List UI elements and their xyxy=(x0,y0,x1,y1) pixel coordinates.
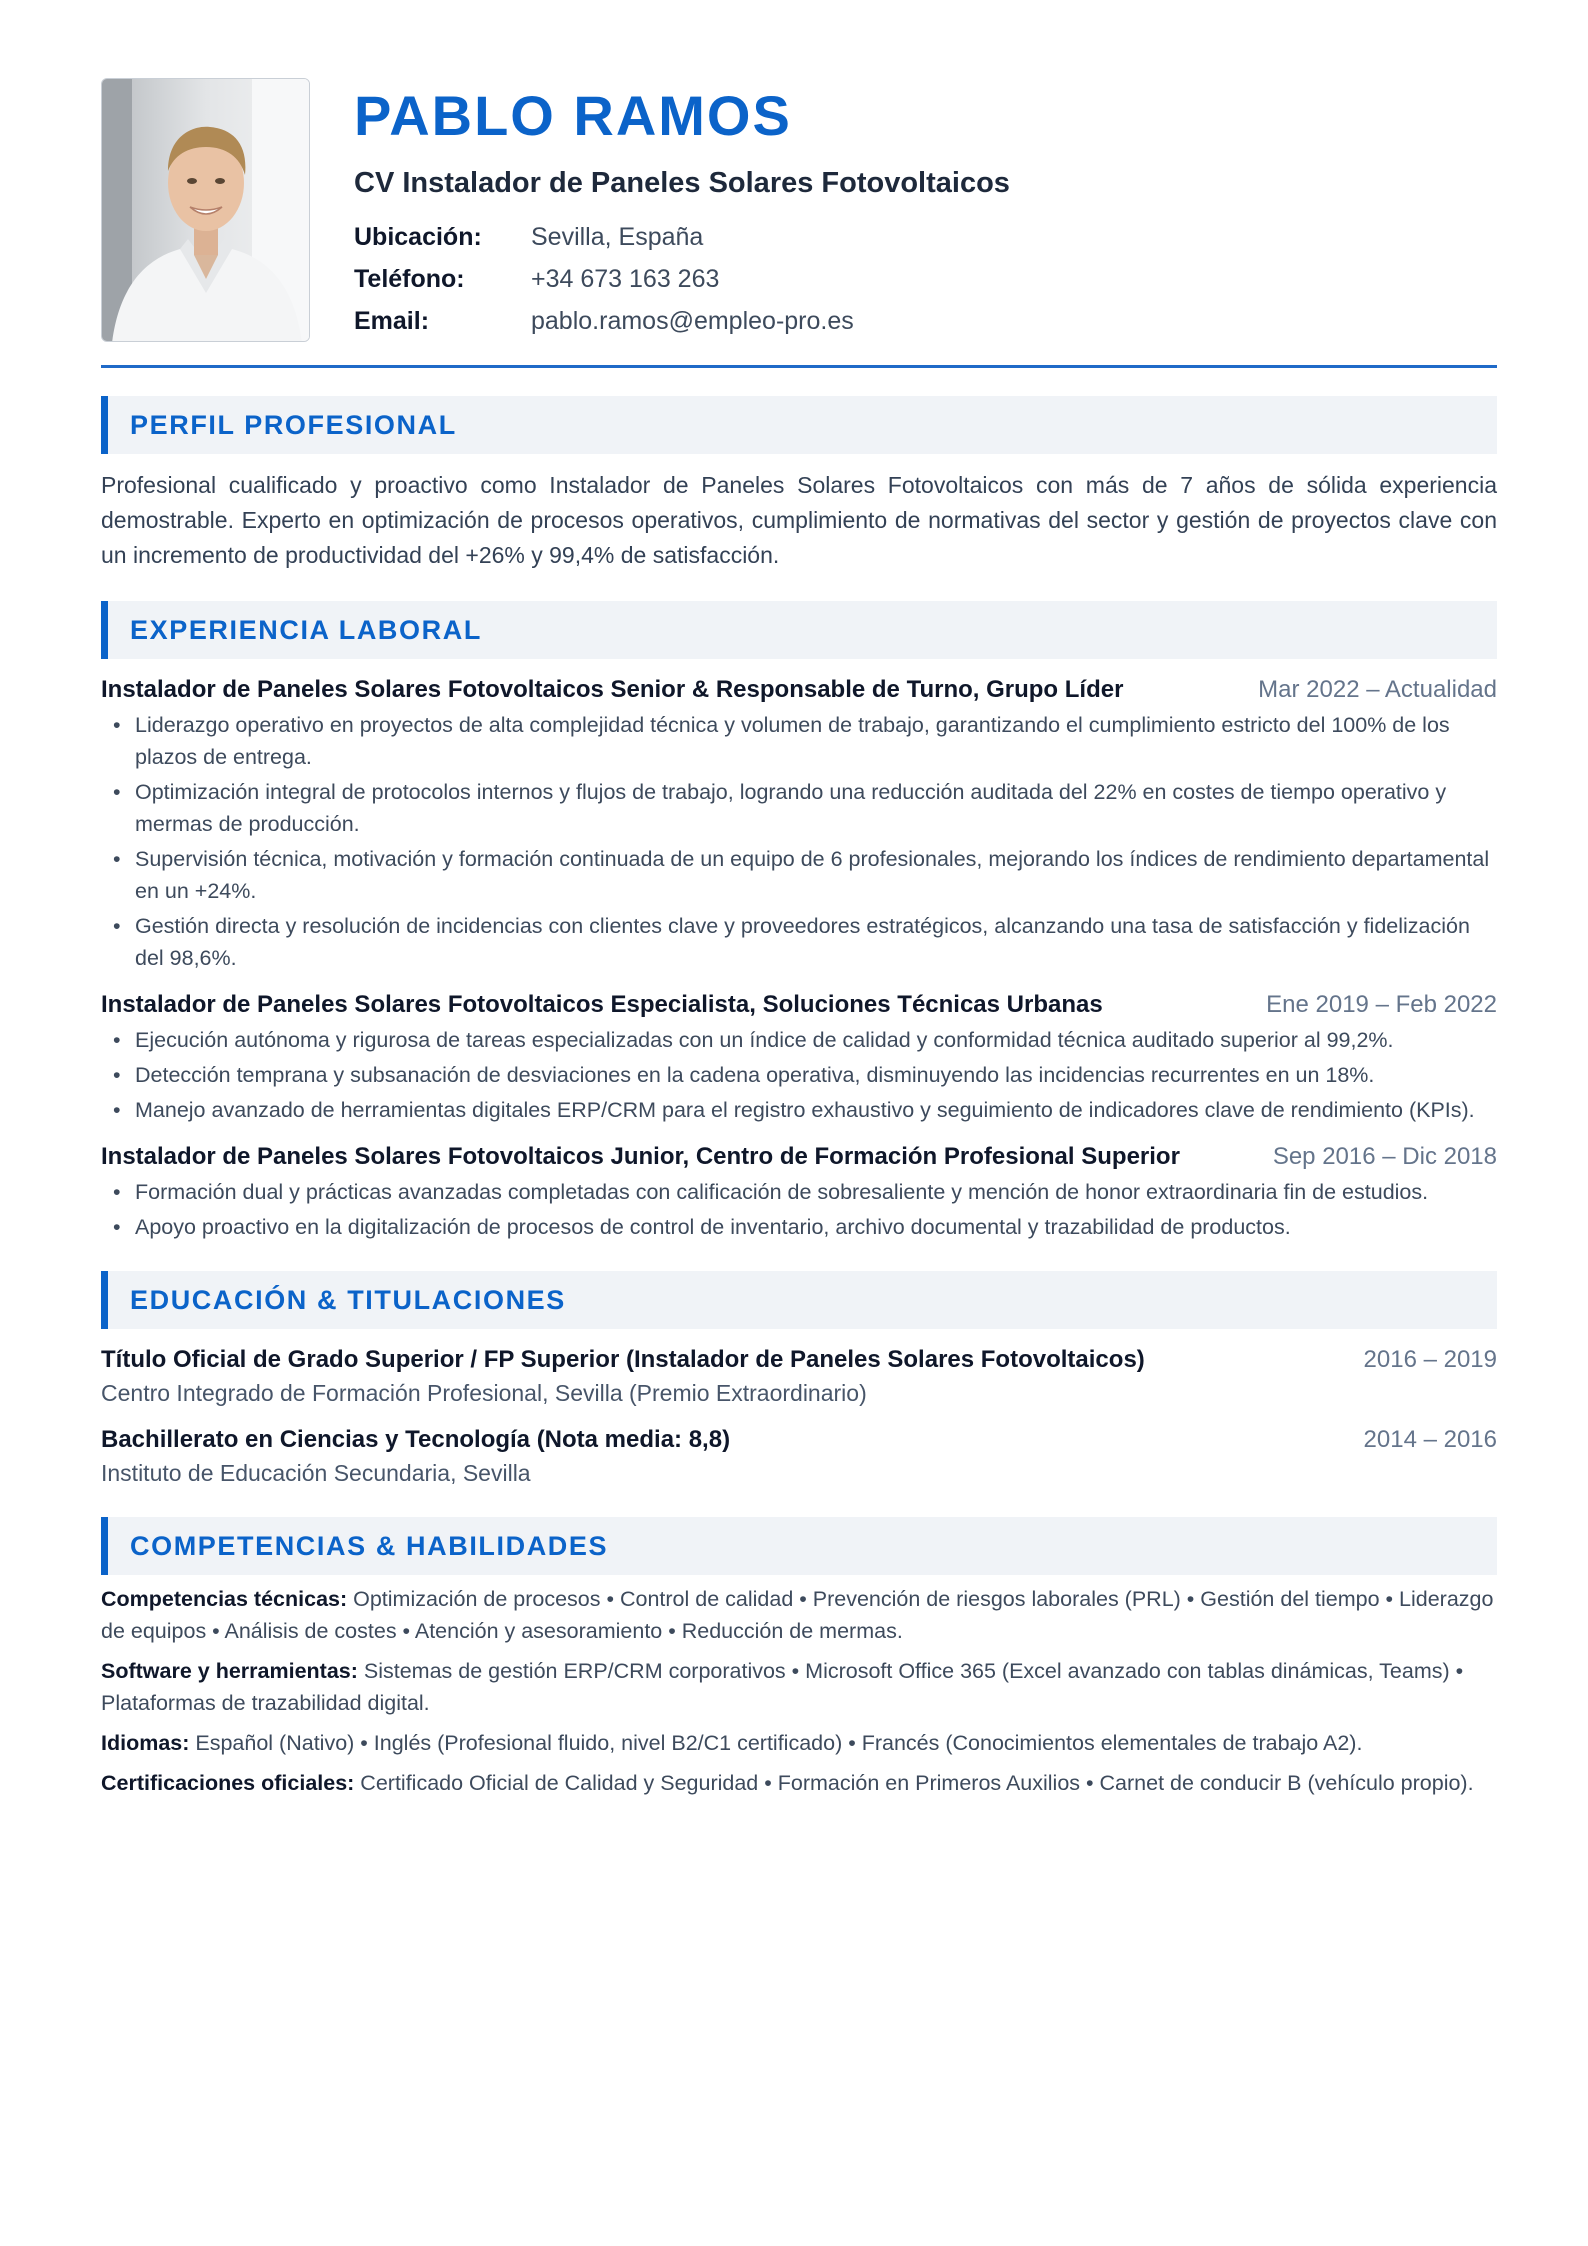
job-title: Instalador de Paneles Solares Fotovoltaicos Especialista, Soluciones Técnicas Urbanas xyxy=(101,991,1103,1018)
section-heading: COMPETENCIAS & HABILIDADES xyxy=(101,1517,1497,1575)
job-title: Instalador de Paneles Solares Fotovoltaicos Junior, Centro de Formación Profesional Superior xyxy=(101,1143,1180,1170)
skill-row xyxy=(101,1583,1497,1647)
contact-location xyxy=(354,216,1497,258)
job-bullets xyxy=(101,1176,1497,1243)
resume-header xyxy=(101,0,1497,368)
contact-label: Email: xyxy=(354,307,430,335)
contact-label: Ubicación: xyxy=(354,223,482,251)
education-title: Bachillerato en Ciencias y Tecnología (Nota media: 8,8) xyxy=(101,1426,731,1453)
job-entry xyxy=(101,673,1497,974)
portrait-image xyxy=(102,79,310,342)
education-institution: Instituto de Educación Secundaria, Sevilla xyxy=(101,1460,531,1486)
skill-text: Español (Nativo) • Inglés (Profesional fluido, nivel B2/C1 certificado) • Francés (Conocimientos elementales de trabajo A2). xyxy=(189,1731,1363,1755)
job-bullets xyxy=(101,709,1497,974)
job-date: Ene 2019 – Feb 2022 xyxy=(1266,991,1497,1018)
bullet-item: • Manejo avanzado de herramientas digitales ERP/CRM para el registro exhaustivo y seguimiento de indicadores clave de rendimiento (KPIs). xyxy=(101,1094,1497,1126)
job-date: Sep 2016 – Dic 2018 xyxy=(1272,1143,1497,1170)
contact-value: +34 673 163 263 xyxy=(531,265,720,293)
section-heading: PERFIL PROFESIONAL xyxy=(101,396,1497,454)
bullet-item: • Supervisión técnica, motivación y formación continuada de un equipo de 6 profesionales, mejorando los índices de rendimiento departamental en un +24%. xyxy=(101,843,1497,907)
contact-phone xyxy=(354,258,1497,300)
resume-page xyxy=(101,0,1497,1799)
profile-photo xyxy=(101,78,310,342)
contact-value: pablo.ramos@empleo-pro.es xyxy=(531,307,854,335)
education-title: Título Oficial de Grado Superior / FP Superior (Instalador de Paneles Solares Fotovoltaicos) xyxy=(101,1346,1145,1373)
skill-text: Certificado Oficial de Calidad y Seguridad • Formación en Primeros Auxilios • Carnet de conducir B (vehículo propio). xyxy=(354,1771,1474,1795)
skill-label: Competencias técnicas: xyxy=(101,1587,348,1611)
section-heading: EDUCACIÓN & TITULACIONES xyxy=(101,1271,1497,1329)
section-heading: EXPERIENCIA LABORAL xyxy=(101,601,1497,659)
education-institution: Centro Integrado de Formación Profesional, Sevilla (Premio Extraordinario) xyxy=(101,1380,867,1406)
job-header xyxy=(101,988,1497,1022)
skill-row xyxy=(101,1727,1497,1759)
contact-email xyxy=(354,300,1497,342)
skill-row xyxy=(101,1767,1497,1799)
education-header xyxy=(101,1343,1497,1377)
header-info xyxy=(354,80,1497,342)
bullet-item: • Liderazgo operativo en proyectos de alta complejidad técnica y volumen de trabajo, garantizando el cumplimiento estricto del 100% de los plazos de entrega. xyxy=(101,709,1497,773)
job-entry xyxy=(101,1140,1497,1243)
job-entry xyxy=(101,988,1497,1126)
candidate-name: PABLO RAMOS xyxy=(354,84,792,147)
education-entry xyxy=(101,1343,1497,1409)
bullet-item: • Gestión directa y resolución de incidencias con clientes clave y proveedores estratégicos, alcanzando una tasa de satisfacción y fidelización del 98,6%. xyxy=(101,910,1497,974)
education-entry xyxy=(101,1423,1497,1489)
job-bullets xyxy=(101,1024,1497,1126)
bullet-item: • Optimización integral de protocolos internos y flujos de trabajo, logrando una reducción auditada del 22% en costes de tiempo operativo y mermas de producción. xyxy=(101,776,1497,840)
education-header xyxy=(101,1423,1497,1457)
bullet-item: • Detección temprana y subsanación de desviaciones en la cadena operativa, disminuyendo las incidencias recurrentes en un 18%. xyxy=(101,1059,1497,1091)
experience-section xyxy=(101,601,1497,1243)
profile-text: Profesional cualificado y proactivo como Instalador de Paneles Solares Fotovoltaicos con más de 7 años de sólida experiencia demostrable. Experto en optimización de procesos operativos, cumplimiento de normativas del sector y gestión de proyectos clave con un incremento de productividad del +26% y 99,4% de satisfacción. xyxy=(101,472,1497,568)
profile-section xyxy=(101,396,1497,573)
contact-label: Teléfono: xyxy=(354,265,465,293)
education-section xyxy=(101,1271,1497,1489)
job-date: Mar 2022 – Actualidad xyxy=(1258,676,1497,703)
contact-value: Sevilla, España xyxy=(531,223,704,251)
skill-label: Idiomas: xyxy=(101,1731,190,1755)
skill-text: Optimización de procesos • Control de calidad • Prevención de riesgos laborales (PRL) • Gestión del tiempo • Liderazgo de equipos • Análisis de costes • Atención y asesoramiento • Reducción de mermas. xyxy=(101,1587,1494,1643)
cv-subtitle: CV Instalador de Paneles Solares Fotovoltaicos xyxy=(354,167,1010,199)
bullet-item: • Formación dual y prácticas avanzadas completadas con calificación de sobresaliente y mención de honor extraordinaria fin de estudios. xyxy=(101,1176,1497,1208)
education-date: 2014 – 2016 xyxy=(1363,1426,1497,1453)
education-date: 2016 – 2019 xyxy=(1363,1346,1497,1373)
skill-row xyxy=(101,1655,1497,1719)
bullet-item: • Apoyo proactivo en la digitalización de procesos de control de inventario, archivo documental y trazabilidad de productos. xyxy=(101,1211,1497,1243)
bullet-item: • Ejecución autónoma y rigurosa de tareas especializadas con un índice de calidad y conformidad técnica auditado superior al 99,2%. xyxy=(101,1024,1497,1056)
skill-text: Sistemas de gestión ERP/CRM corporativos • Microsoft Office 365 (Excel avanzado con tablas dinámicas, Teams) • Plataformas de trazabilidad digital. xyxy=(101,1659,1464,1715)
contact-list xyxy=(354,216,1497,342)
skill-label: Software y herramientas: xyxy=(101,1659,358,1683)
job-header xyxy=(101,1140,1497,1174)
job-title: Instalador de Paneles Solares Fotovoltaicos Senior & Responsable de Turno, Grupo Líder xyxy=(101,676,1124,703)
skill-label: Certificaciones oficiales: xyxy=(101,1771,355,1795)
job-header xyxy=(101,673,1497,707)
skills-section xyxy=(101,1517,1497,1799)
